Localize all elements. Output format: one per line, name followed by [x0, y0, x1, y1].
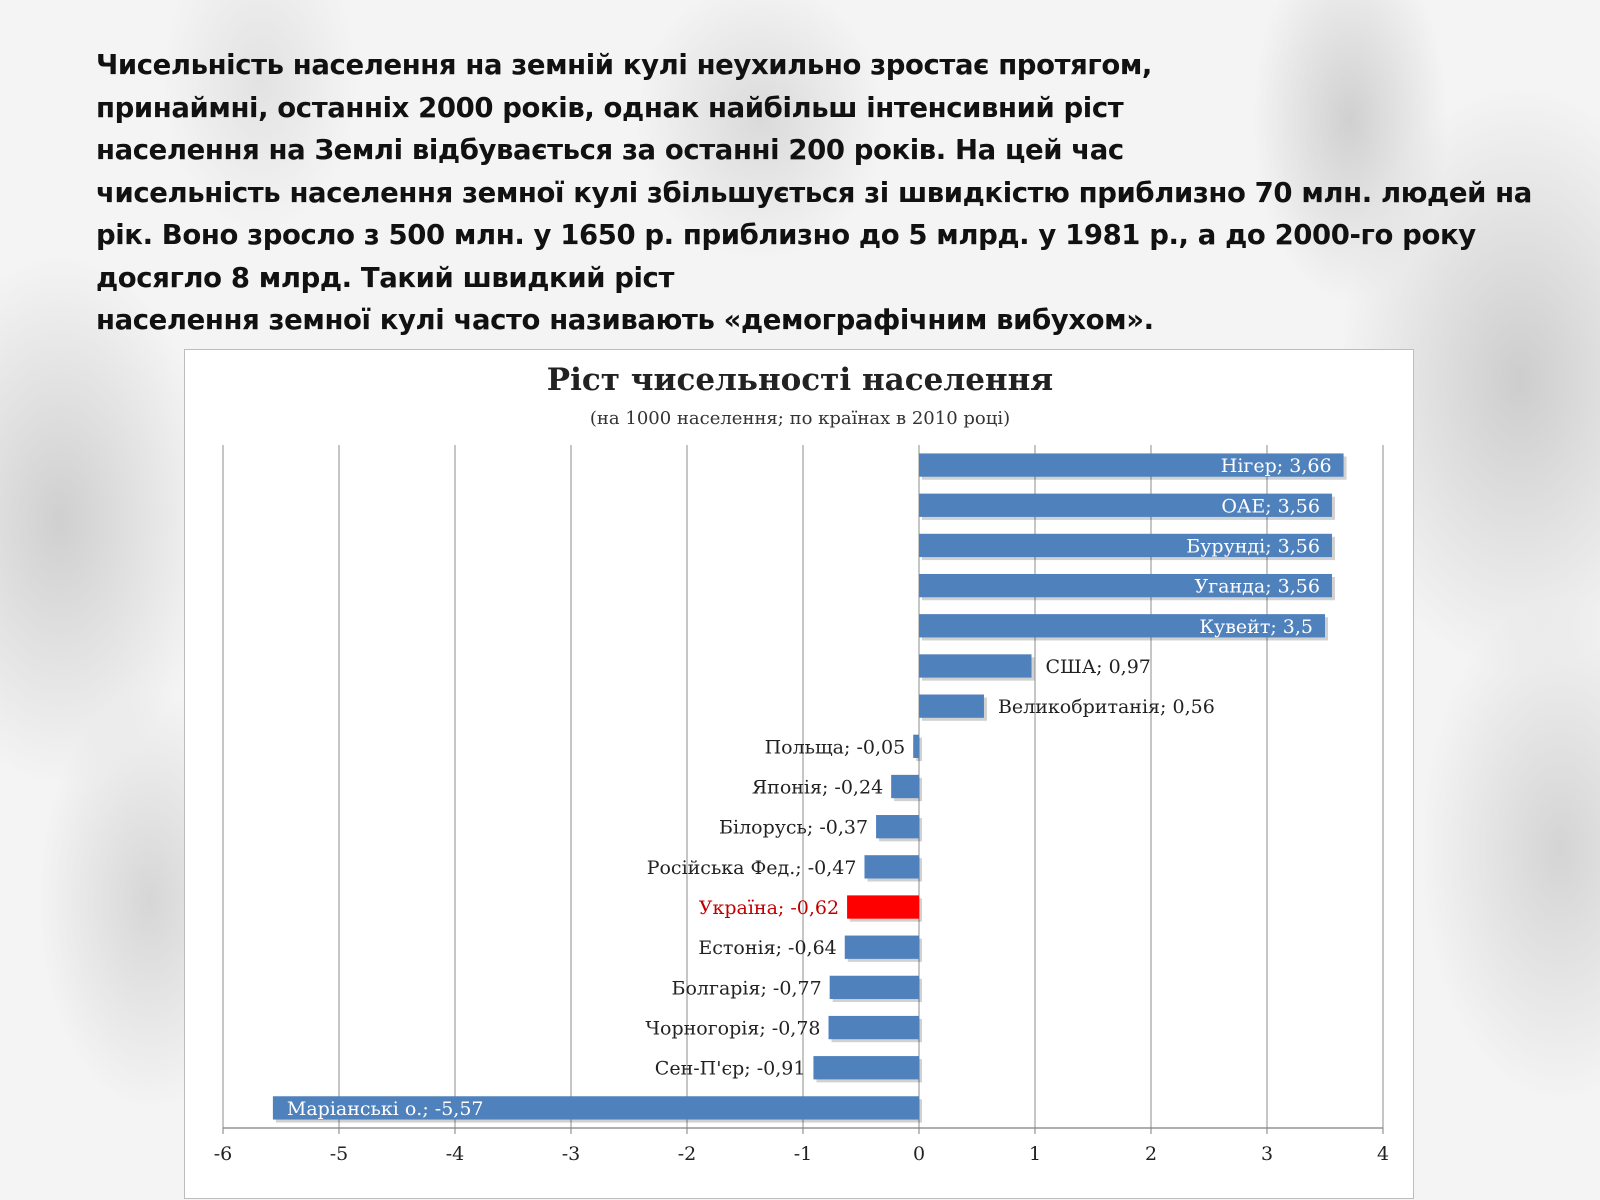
intro-line: чисельність населення земної кулі збільшується зі швидкістю приблизно 70 млн. людей на: [96, 176, 1532, 209]
bar-label: Російська Фед.; -0,47: [646, 856, 857, 879]
x-tick-label: 0: [912, 1143, 926, 1165]
bar-label: США; 0,97: [1045, 655, 1151, 678]
bar-label: Болгарія; -0,77: [671, 977, 822, 1000]
bar-label: Чорногорія; -0,78: [645, 1017, 821, 1040]
x-tick-label: -2: [677, 1143, 697, 1165]
chart-plot-area: [185, 350, 1415, 1200]
bar: [913, 735, 919, 758]
intro-line: досягло 8 млрд. Такий швидкий ріст: [96, 261, 674, 294]
bar-label: Сен-П'єр; -0,91: [654, 1057, 806, 1080]
intro-line: принаймні, останніх 2000 років, однак найбільш інтенсивний ріст: [96, 91, 1124, 124]
bar: [891, 775, 919, 798]
bar: [864, 855, 919, 878]
bar-label: Маріанські о.; -5,57: [286, 1097, 484, 1120]
bar-label: ОАЕ; 3,56: [1221, 495, 1320, 518]
bar-label: Україна; -0,62: [698, 897, 840, 920]
intro-line: населення на Землі відбувається за останні 200 років. На цей час: [96, 134, 1124, 166]
bar-label: Естонія; -0,64: [698, 937, 837, 960]
bar: [919, 654, 1032, 677]
x-tick-label: -6: [213, 1143, 233, 1165]
x-tick-label: 4: [1376, 1143, 1390, 1165]
bar-label: Уганда; 3,56: [1194, 575, 1320, 598]
x-tick-label: -1: [793, 1143, 813, 1165]
chart-subtitle: (на 1000 населення; по країнах в 2010 році): [589, 408, 1011, 429]
intro-line: населення земної кулі часто називають «демографічним вибухом».: [96, 304, 1154, 336]
x-tick-label: -5: [329, 1143, 349, 1165]
x-tick-label: 1: [1028, 1143, 1042, 1165]
bar-label: Білорусь; -0,37: [719, 816, 869, 839]
chart-title: Ріст чисельності населення: [546, 362, 1054, 398]
bar-label: Кувейт; 3,5: [1199, 615, 1313, 638]
intro-paragraph: [96, 44, 1536, 342]
bar: [830, 976, 919, 999]
bar: [919, 694, 984, 717]
intro-line: Чисельність населення на земній кулі неухильно зростає протягом,: [96, 49, 1152, 81]
bar: [847, 895, 919, 918]
population-growth-chart: [184, 349, 1414, 1199]
bar: [845, 936, 919, 959]
bar: [876, 815, 919, 838]
bar-label: Великобританія; 0,56: [997, 696, 1215, 719]
bar-label: Нігер; 3,66: [1220, 455, 1332, 478]
bar: [813, 1056, 919, 1079]
intro-line: рік. Воно зросло з 500 млн. у 1650 р. приблизно до 5 млрд. у 1981 р., а до 2000-го року: [96, 219, 1476, 251]
x-tick-label: 3: [1260, 1143, 1274, 1165]
x-tick-label: -3: [561, 1143, 581, 1165]
bar-label: Японія; -0,24: [751, 776, 884, 799]
x-tick-label: -4: [445, 1143, 465, 1165]
bar-label: Польща; -0,05: [764, 736, 906, 759]
x-tick-label: 2: [1144, 1143, 1158, 1165]
bar: [829, 1016, 919, 1039]
bar-label: Бурунді; 3,56: [1186, 535, 1320, 558]
